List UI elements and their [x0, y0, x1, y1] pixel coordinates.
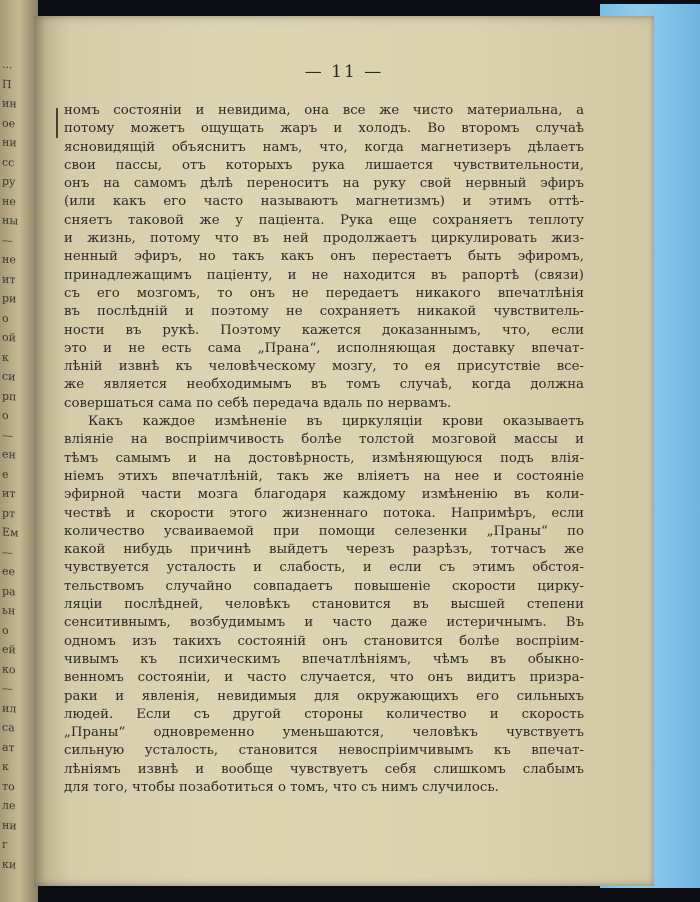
- text-line: ненный эфиръ, но такъ какъ онъ перестаетъ быть эфиромъ,: [64, 249, 584, 265]
- text-line: сняетъ таковой же у пацiента. Рука еще сохраняетъ теплоту: [64, 212, 584, 228]
- facing-page-fragment: о: [2, 311, 9, 325]
- text-line: номъ состоянiи и невидима, она все же чисто материальна, а: [64, 103, 584, 118]
- text-line: чувствуется усталость и слабость, и если съ этимъ обстоя-: [64, 560, 584, 576]
- text-line: чивымъ къ психическимъ впечатлѣнiямъ, чѣмъ въ обыкно-: [64, 651, 584, 667]
- facing-page-edge: [0, 0, 38, 902]
- text-line: нiемъ этихъ впечатлѣнiй, такъ же влiяетъ на нее и состоянiе: [64, 468, 584, 484]
- text-line: же является необходимымъ въ томъ случаѣ, когда должна: [64, 377, 584, 393]
- text-line: людей. Если съ другой стороны количество и скорость: [64, 706, 584, 722]
- facing-page-fragment: П: [2, 77, 12, 91]
- facing-page-fragment: е: [2, 467, 9, 481]
- facing-page-fragment: ен: [2, 447, 16, 462]
- text-line: свои пассы, отъ которыхъ рука лишается чувствительности,: [64, 157, 584, 173]
- facing-page-fragment: —: [2, 545, 13, 559]
- text-line: какой нибудь причинѣ выйдетъ черезъ разрѣзъ, тотчасъ же: [64, 542, 584, 558]
- text-line: (или какъ его часто называютъ магнетизмъ) и этимъ оттѣ-: [64, 194, 584, 210]
- facing-page-fragment: ко: [2, 662, 16, 676]
- body-text: [64, 102, 584, 797]
- facing-page-fragment: сс: [2, 155, 15, 169]
- text-line: ясновидящiй объяснитъ намъ, что, когда магнетизеръ дѣлаетъ: [64, 139, 584, 155]
- text-line: тѣмъ самымъ и на достовѣрность, измѣняющуюся подъ влiя-: [64, 450, 584, 466]
- facing-page-fragment: не: [2, 252, 16, 267]
- facing-page-fragment: ра: [2, 584, 16, 598]
- facing-page-fragment: —: [2, 681, 13, 696]
- facing-page-fragment: са: [2, 720, 15, 735]
- facing-page-fragment: —: [2, 428, 13, 442]
- text-line: сенситивнымъ, возбудимымъ и часто даже истеричнымъ. Въ: [64, 615, 584, 631]
- facing-page-fragment: ат: [2, 740, 15, 754]
- text-line: ности въ рукѣ. Поэтому кажется доказаннымъ, что, если: [64, 322, 584, 338]
- facing-page-fragment: ил: [2, 700, 17, 716]
- facing-page-fragment: ны: [2, 213, 19, 228]
- text-line: эфирной части мозга благодаря каждому измѣненiю въ коли-: [64, 487, 584, 503]
- facing-page-fragment: о: [2, 408, 9, 423]
- text-line: и жизнь, потому что въ ней продолжаетъ циркулировать жиз-: [64, 231, 584, 247]
- text-line: раки и явленiя, невидимыя для окружающихъ его сильныхъ: [64, 688, 584, 704]
- text-line: лѣнiямъ извнѣ и вообще чувствуетъ себя слишкомъ слабымъ: [64, 761, 584, 777]
- facing-page-fragment: о: [2, 623, 9, 637]
- facing-page-fragment: ьн: [2, 603, 16, 618]
- text-line: это и не есть сама „Прана“, исполняющая доставку впечат-: [64, 340, 584, 356]
- text-line: онъ на самомъ дѣлѣ переноситъ на руку свой нервный эфиръ: [64, 176, 584, 192]
- text-line: ляцiи послѣдней, человѣкъ становится въ высшей степени: [64, 597, 584, 613]
- text-line: потому можетъ ощущать жаръ и холодъ. Во второмъ случаѣ: [64, 121, 584, 137]
- text-line: „Праны“ одновременно уменьшаются, человѣкъ чувствуетъ: [64, 725, 584, 741]
- facing-page-fragment: ки: [2, 857, 17, 871]
- text-line: влiянiе на воспрiимчивость болѣе толстой мозговой массы и: [64, 432, 584, 448]
- paragraph: [64, 413, 584, 797]
- text-line: венномъ состоянiи, и часто случается, что онъ видитъ призра-: [64, 670, 584, 686]
- text-line: лѣнiй извнѣ къ человѣческому мозгу, то ея присутствiе все-: [64, 359, 584, 375]
- text-line: для того, чтобы позаботиться о томъ, что съ нимъ случилось.: [64, 779, 499, 795]
- facing-page-fragment: ри: [2, 291, 17, 306]
- facing-page-fragment: к: [2, 350, 9, 364]
- facing-page-fragment: ой: [2, 330, 16, 345]
- facing-page-fragment: г: [2, 837, 8, 852]
- facing-page-fragment: ее: [2, 564, 16, 579]
- margin-mark: [56, 108, 58, 138]
- facing-page-fragment: си: [2, 369, 16, 384]
- facing-page-fragment: ей: [2, 642, 16, 657]
- facing-page-fragment: то: [2, 779, 15, 793]
- text-line: сильную усталость, становится невоспрiимчивымъ къ впечат-: [64, 743, 584, 759]
- facing-page-fragment: ...: [2, 57, 13, 72]
- page-number: — 11 —: [304, 62, 384, 82]
- facing-page-fragment: ит: [2, 486, 16, 501]
- book-page: [34, 16, 654, 886]
- facing-page-fragment: ит: [2, 272, 16, 286]
- facing-page-fragment: Ем: [2, 525, 19, 540]
- facing-page-fragment: рп: [2, 388, 17, 404]
- facing-page-fragment: ое: [2, 116, 16, 130]
- facing-page-fragment: ру: [2, 174, 16, 189]
- paragraph: [64, 102, 584, 413]
- facing-page-fragment: не: [2, 194, 16, 208]
- facing-page-fragment: ни: [2, 135, 17, 150]
- text-line: въ послѣднiй и поэтому не сохраняетъ никакой чувствитель-: [64, 304, 584, 320]
- text-line: одномъ изъ такихъ состоянiй онъ становится болѣе воспрiим-: [64, 633, 584, 649]
- facing-page-fragment: рт: [2, 506, 16, 520]
- text-line: съ его мозгомъ, то онъ не передаетъ никакого впечатлѣнiя: [64, 285, 584, 301]
- text-line: тельствомъ случайно совпадаетъ повышенiе скорости цирку-: [64, 578, 584, 594]
- facing-page-fragment: ни: [2, 817, 17, 833]
- text-line: чествѣ и скорости этого жизненнаго потока. Напримѣръ, если: [64, 505, 584, 521]
- text-line: принадлежащимъ пацiенту, и не находится въ рапортѣ (связи): [64, 267, 584, 283]
- text-line: количество усваиваемой при помощи селезенки „Праны“ по: [64, 523, 584, 539]
- facing-page-fragment: ин: [2, 96, 17, 111]
- facing-page-fragment: к: [2, 759, 9, 774]
- facing-page-fragment: ле: [2, 798, 16, 813]
- facing-page-fragment: —: [2, 233, 13, 247]
- text-line: Какъ каждое измѣненiе въ циркуляцiи крови оказываетъ: [88, 414, 584, 430]
- text-line: совершаться сама по себѣ передача вдаль по нервамъ.: [64, 395, 452, 411]
